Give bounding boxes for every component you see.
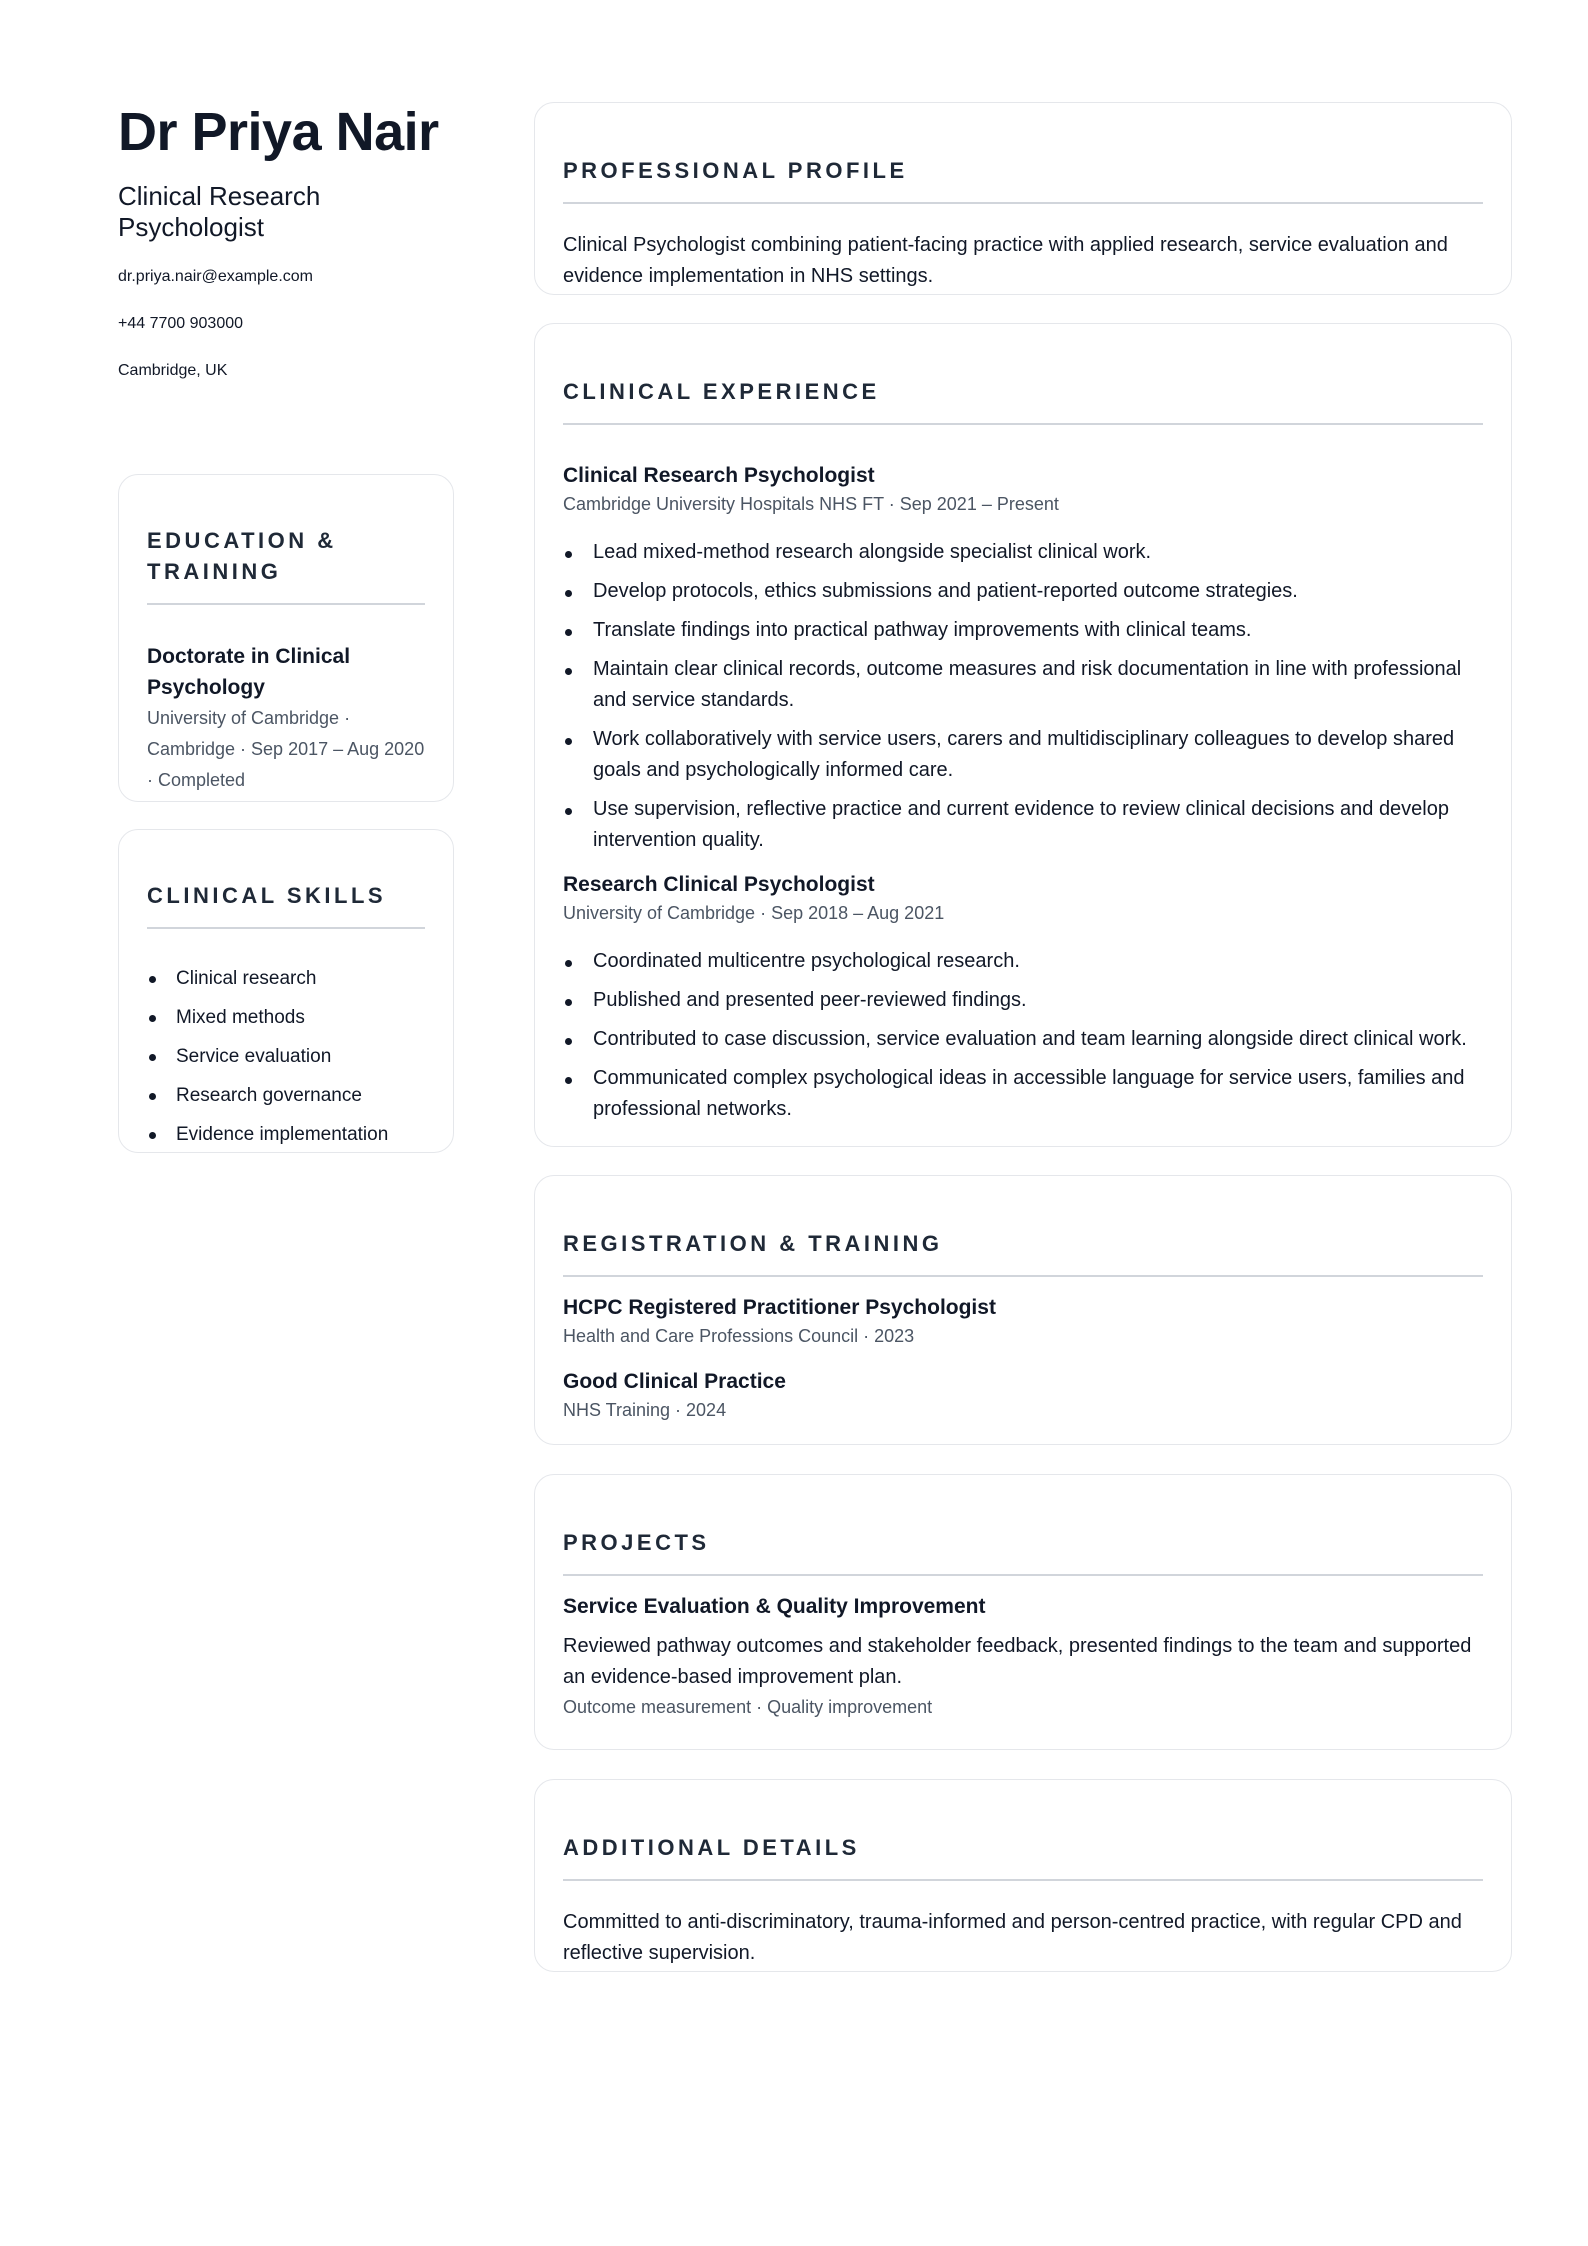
section-divider [563, 1275, 1483, 1277]
contact-phone: +44 7700 903000 [118, 314, 244, 332]
contact-details [118, 267, 454, 408]
job-bullet: Translate findings into practical pathway improvements with clinical teams. [563, 615, 1483, 646]
project-tags: Outcome measurement · Quality improvement [563, 1697, 933, 1717]
contact-email: dr.priya.nair@example.com [118, 267, 313, 285]
job-bullet: Published and presented peer-reviewed findings. [563, 985, 1483, 1016]
experience-card [534, 323, 1512, 1147]
job-bullet: Maintain clear clinical records, outcome measures and risk documentation in line with professional and service standards. [563, 654, 1483, 716]
job-entry [563, 870, 1483, 1125]
additional-title: ADDITIONAL DETAILS [563, 1835, 860, 1860]
job-bullet: Communicated complex psychological ideas in accessible language for service users, families and professional networks. [563, 1063, 1483, 1125]
project-description: Reviewed pathway outcomes and stakeholder feedback, presented findings to the team and supported an evidence-based improvement plan. [563, 1635, 1472, 1688]
section-divider [563, 1574, 1483, 1576]
registration-card [534, 1175, 1512, 1445]
project-entry [563, 1592, 1483, 1722]
skill-item: Clinical research [147, 959, 425, 998]
skill-item: Service evaluation [147, 1037, 425, 1076]
job-bullets [563, 537, 1483, 856]
job-bullet: Develop protocols, ethics submissions and patient-reported outcome strategies. [563, 576, 1483, 607]
job-title: Research Clinical Psychologist [563, 873, 875, 896]
skill-item: Evidence implementation [147, 1115, 425, 1154]
section-divider [147, 927, 425, 929]
person-name: Dr Priya Nair [118, 102, 439, 162]
registration-meta: NHS Training · 2024 [563, 1400, 727, 1420]
job-bullets [563, 946, 1483, 1125]
job-bullet: Work collaboratively with service users, carers and multidisciplinary colleagues to develop shared goals and psychologically informed care. [563, 724, 1483, 786]
registration-title: REGISTRATION & TRAINING [563, 1231, 943, 1256]
experience-title: CLINICAL EXPERIENCE [563, 379, 880, 404]
skills-card [118, 829, 454, 1153]
registration-name: Good Clinical Practice [563, 1370, 786, 1393]
registration-entry [563, 1367, 1483, 1425]
job-meta: University of Cambridge · Sep 2018 – Aug 2021 [563, 903, 945, 923]
sidebar [118, 100, 454, 408]
job-title: Clinical Research Psychologist [563, 464, 875, 487]
additional-text: Committed to anti-discriminatory, trauma-informed and person-centred practice, with regular CPD and reflective supervision. [563, 1911, 1462, 1964]
person-headline: Clinical Research Psychologist [118, 180, 321, 242]
skill-item: Mixed methods [147, 998, 425, 1037]
section-divider [563, 423, 1483, 425]
job-entry [563, 461, 1483, 856]
job-bullet: Coordinated multicentre psychological research. [563, 946, 1483, 977]
education-degree: Doctorate in Clinical Psychology [147, 645, 351, 699]
skill-item: Research governance [147, 1076, 425, 1115]
additional-card [534, 1779, 1512, 1972]
skills-list [147, 959, 425, 1154]
section-divider [563, 202, 1483, 204]
profile-card [534, 102, 1512, 295]
section-divider [563, 1879, 1483, 1881]
education-meta: University of Cambridge · Cambridge · Sep 2017 – Aug 2020 · Completed [147, 708, 425, 790]
registration-name: HCPC Registered Practitioner Psychologist [563, 1296, 996, 1319]
job-bullet: Contributed to case discussion, service evaluation and team learning alongside direct clinical work. [563, 1024, 1483, 1055]
profile-text: Clinical Psychologist combining patient-facing practice with applied research, service evaluation and evidence implementation in NHS settings. [563, 234, 1448, 287]
section-divider [147, 603, 425, 605]
education-title: EDUCATION & TRAINING [147, 528, 337, 584]
registration-meta: Health and Care Professions Council · 2023 [563, 1326, 915, 1346]
skills-title: CLINICAL SKILLS [147, 883, 387, 908]
registration-entry [563, 1293, 1483, 1351]
job-bullet: Lead mixed-method research alongside specialist clinical work. [563, 537, 1483, 568]
projects-title: PROJECTS [563, 1530, 710, 1555]
job-meta: Cambridge University Hospitals NHS FT · Sep 2021 – Present [563, 494, 1059, 514]
project-name: Service Evaluation & Quality Improvement [563, 1595, 986, 1618]
projects-card [534, 1474, 1512, 1750]
profile-title: PROFESSIONAL PROFILE [563, 158, 908, 183]
education-card [118, 474, 454, 802]
contact-location: Cambridge, UK [118, 361, 228, 379]
job-bullet: Use supervision, reflective practice and current evidence to review clinical decisions and develop intervention quality. [563, 794, 1483, 856]
